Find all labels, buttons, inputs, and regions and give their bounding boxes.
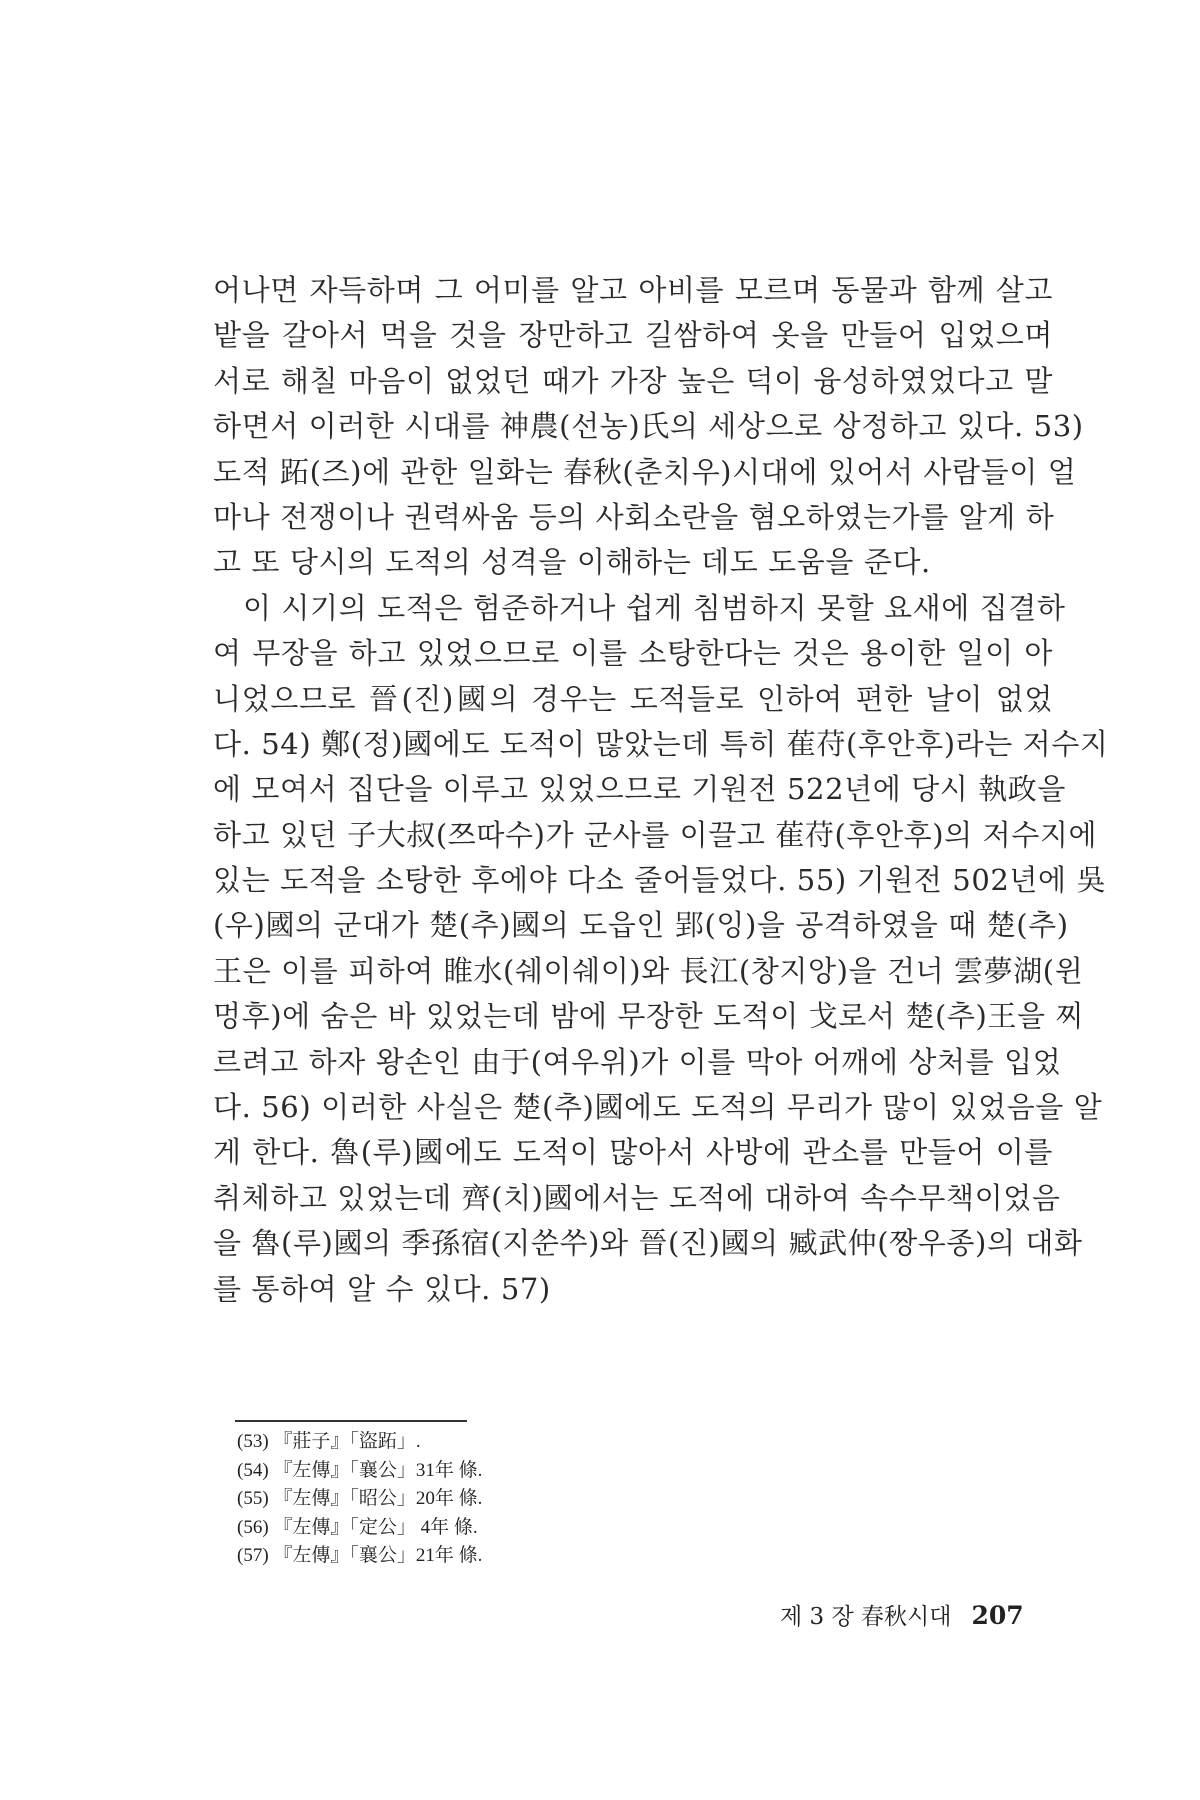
- text-line: 멍후)에 숨은 바 있었는데 밤에 무장한 도적이 戈로서 楚(추)王을 찌: [213, 999, 1085, 1034]
- text-line: 르려고 하자 왕손인 由于(여우위)가 이를 막아 어깨에 상처를 입었: [213, 1044, 1062, 1079]
- text-line: 취체하고 있었는데 齊(치)國에서는 도적에 대하여 속수무책이었음: [213, 1180, 1061, 1215]
- text-line: 니었으므로 晉(진)國의 경우는 도적들로 인하여 편한 날이 없었: [213, 681, 1053, 716]
- footnote: (54) 『左傳』「襄公」31年 條.: [237, 1459, 483, 1481]
- footnote: (56) 『左傳』「定公」 4年 條.: [237, 1516, 478, 1538]
- text-line: 하면서 이러한 시대를 神農(선농)氏의 세상으로 상정하고 있다. 53): [213, 409, 1084, 444]
- text-line: 을 魯(루)國의 季孫宿(지쑨쑤)와 晉(진)國의 臧武仲(짱우종)의 대화: [213, 1226, 1083, 1261]
- footnote: (57) 『左傳』「襄公」21年 條.: [237, 1545, 483, 1566]
- text-line: 王은 이를 피하여 睢水(쉐이쉐이)와 長江(창지앙)을 건너 雲夢湖(윈: [213, 953, 1084, 988]
- text-line: 고 또 당시의 도적의 성격을 이해하는 데도 도움을 준다.: [213, 545, 931, 580]
- footnotes: [237, 1428, 482, 1571]
- footnote-divider: [235, 1420, 467, 1422]
- text-line: 밭을 갈아서 먹을 것을 장만하고 길쌈하여 옷을 만들어 입었으며: [213, 318, 1053, 353]
- text-line: (우)國의 군대가 楚(추)國의 도읍인 郢(잉)을 공격하였을 때 楚(추): [213, 908, 1069, 943]
- running-footer: [780, 1598, 1024, 1631]
- text-line: 다. 56) 이러한 사실은 楚(추)國에도 도적의 무리가 많이 있었음을 알: [213, 1090, 1103, 1125]
- text-line: 서로 해칠 마음이 없었던 때가 가장 높은 덕이 융성하였었다고 말: [213, 363, 1053, 398]
- page-number: 207: [971, 1601, 1024, 1630]
- text-line: 여 무장을 하고 있었으므로 이를 소탕한다는 것은 용이한 일이 아: [213, 636, 1053, 671]
- text-line: 하고 있던 子大叔(쯔따수)가 군사를 이끌고 萑苻(후안후)의 저수지에: [213, 817, 1098, 852]
- text-line: 다. 54) 鄭(정)國에도 도적이 많았는데 특히 萑苻(후안후)라는 저수지: [213, 726, 1109, 761]
- body-text: [213, 268, 1109, 1312]
- text-line: 게 한다. 魯(루)國에도 도적이 많아서 사방에 관소를 만들어 이를: [213, 1135, 1053, 1170]
- text-line: 있는 도적을 소탕한 후에야 다소 줄어들었다. 55) 기원전 502년에 吳: [213, 863, 1107, 898]
- text-line: 이 시기의 도적은 험준하거나 쉽게 침범하지 못할 요새에 집결하: [243, 590, 1066, 625]
- text-line: 를 통하여 알 수 있다. 57): [213, 1271, 551, 1306]
- text-line: 에 모여서 집단을 이루고 있었으므로 기원전 522년에 당시 執政을: [213, 772, 1067, 807]
- text-line: 도적 跖(즈)에 관한 일화는 春秋(춘치우)시대에 있어서 사람들이 얼: [213, 454, 1077, 489]
- footnote: (55) 『左傳』「昭公」20年 條.: [237, 1488, 483, 1509]
- text-line: 마나 전쟁이나 권력싸움 등의 사회소란을 혐오하였는가를 알게 하: [213, 499, 1055, 534]
- footnote: (53) 『莊子』「盜跖」.: [237, 1431, 421, 1452]
- chapter-title: 제 3 장 春秋시대: [780, 1604, 952, 1630]
- text-line: 어나면 자득하며 그 어미를 알고 아비를 모르며 동물과 함께 살고: [213, 273, 1053, 307]
